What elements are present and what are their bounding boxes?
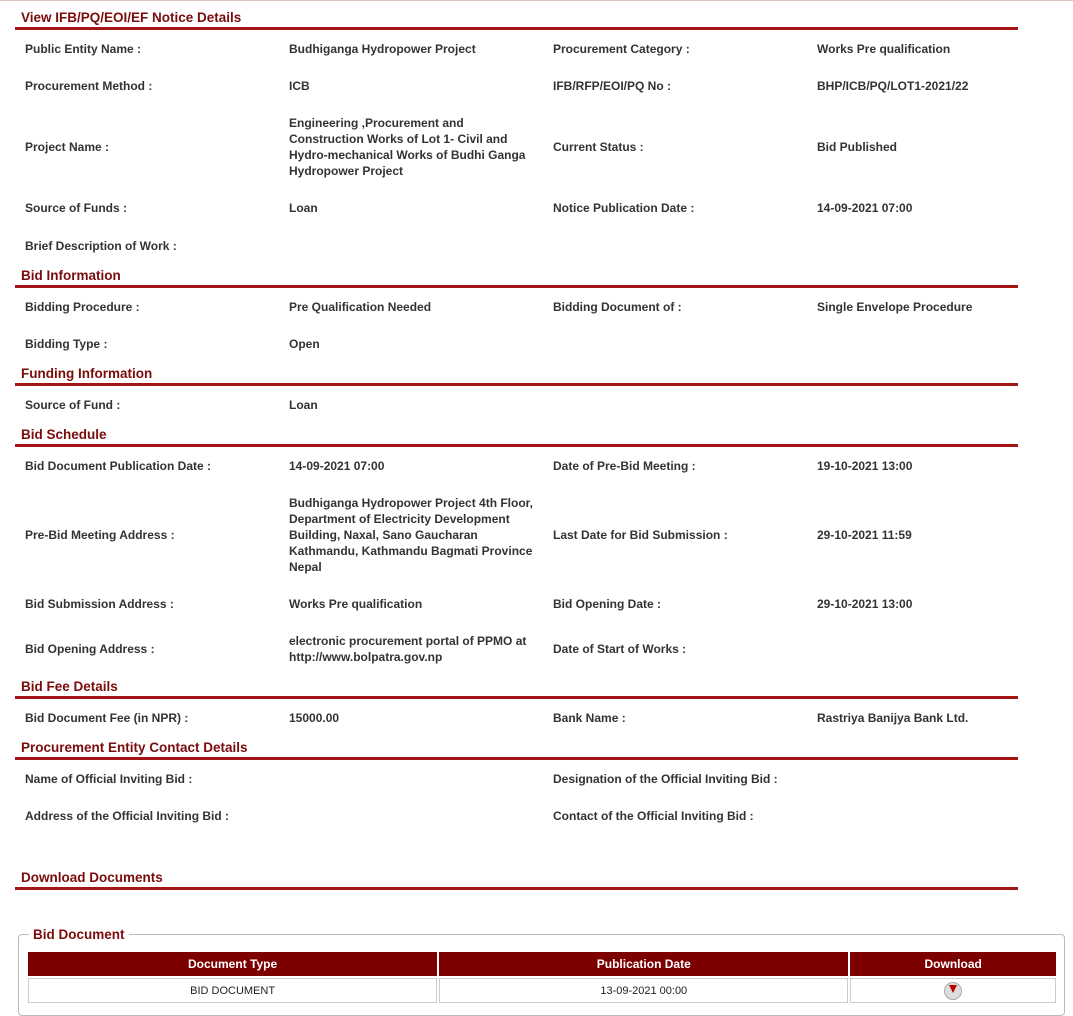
bid-document-fieldset (18, 927, 1065, 1016)
method-label: Procurement Method : (25, 79, 153, 93)
lastdate-value: 29-10-2021 11:59 (817, 528, 912, 542)
status-value: Bid Published (817, 140, 898, 154)
entity-label: Public Entity Name : (25, 42, 142, 56)
bid-document-legend: Bid Document (29, 927, 129, 942)
ifb-label: IFB/RFP/EOI/PQ No : (553, 79, 672, 93)
section-rule (15, 696, 1018, 699)
section-rule (15, 285, 1018, 288)
table-row (28, 978, 1056, 1003)
section-title-notice: View IFB/PQ/EOI/EF Notice Details (21, 10, 242, 25)
procedure-value: Pre Qualification Needed (289, 300, 432, 314)
project-value: Engineering ,Procurement and Construction Works of Lot 1- Civil and Hydro-mechanical Works of Budhi Ganga Hydropower Project (289, 116, 526, 178)
section-rule (15, 887, 1018, 890)
table-header-row (28, 952, 1056, 976)
opening-label: Bid Opening Date : (553, 597, 661, 611)
prebid-addr-value: Budhiganga Hydropower Project 4th Floor, Department of Electricity Development Building, Naxal, Sano Gaucharan Kathmandu, Kathmandu Bagmati Province Nepal (289, 496, 534, 574)
prebid-label: Date of Pre-Bid Meeting : (553, 459, 696, 473)
designation-label: Designation of the Official Inviting Bid : (553, 772, 778, 786)
method-value: ICB (289, 79, 310, 93)
pubdate-label: Notice Publication Date : (553, 201, 695, 215)
category-value: Works Pre qualification (817, 42, 951, 56)
fee-label: Bid Document Fee (in NPR) : (25, 711, 189, 725)
header-publication-date: Publication Date (439, 952, 848, 976)
download-icon[interactable] (944, 982, 962, 1000)
document-type-cell: BID DOCUMENT (28, 978, 437, 1003)
section-rule (15, 757, 1018, 760)
publication-date-cell: 13-09-2021 00:00 (439, 978, 848, 1003)
funds-label: Source of Funds : (25, 201, 127, 215)
section-title-schedule: Bid Schedule (21, 427, 107, 442)
fund-label: Source of Fund : (25, 398, 121, 412)
section-title-download: Download Documents (21, 870, 163, 885)
submit-addr-label: Bid Submission Address : (25, 597, 174, 611)
prebid-value: 19-10-2021 13:00 (817, 459, 913, 473)
docpub-value: 14-09-2021 07:00 (289, 459, 385, 473)
opening-addr-value: electronic procurement portal of PPMO at http://www.bolpatra.gov.np (289, 634, 527, 664)
bank-value: Rastriya Banijya Bank Ltd. (817, 711, 969, 725)
top-divider (0, 0, 1073, 1)
status-label: Current Status : (553, 140, 644, 154)
fund-value: Loan (289, 398, 318, 412)
opening-addr-label: Bid Opening Address : (25, 642, 155, 656)
funds-value: Loan (289, 201, 318, 215)
type-value: Open (289, 337, 320, 351)
opening-value: 29-10-2021 13:00 (817, 597, 913, 611)
docpub-label: Bid Document Publication Date : (25, 459, 212, 473)
procedure-label: Bidding Procedure : (25, 300, 140, 314)
official-name-label: Name of Official Inviting Bid : (25, 772, 193, 786)
pubdate-value: 14-09-2021 07:00 (817, 201, 913, 215)
doc-of-label: Bidding Document of : (553, 300, 682, 314)
brief-label: Brief Description of Work : (25, 239, 177, 253)
project-label: Project Name : (25, 140, 110, 154)
section-rule (15, 444, 1018, 447)
ifb-value: BHP/ICB/PQ/LOT1-2021/22 (817, 79, 969, 93)
start-label: Date of Start of Works : (553, 642, 687, 656)
prebid-addr-label: Pre-Bid Meeting Address : (25, 528, 175, 542)
section-title-fee: Bid Fee Details (21, 679, 118, 694)
download-cell (850, 978, 1056, 1003)
section-title-bid-info: Bid Information (21, 268, 121, 283)
lastdate-label: Last Date for Bid Submission : (553, 528, 728, 542)
section-title-contact: Procurement Entity Contact Details (21, 740, 248, 755)
section-title-funding: Funding Information (21, 366, 153, 381)
type-label: Bidding Type : (25, 337, 108, 351)
official-address-label: Address of the Official Inviting Bid : (25, 809, 230, 823)
section-rule (15, 383, 1018, 386)
section-rule (15, 27, 1018, 30)
doc-of-value: Single Envelope Procedure (817, 300, 973, 314)
header-document-type: Document Type (28, 952, 437, 976)
category-label: Procurement Category : (553, 42, 690, 56)
entity-value: Budhiganga Hydropower Project (289, 42, 476, 56)
fee-value: 15000.00 (289, 711, 340, 725)
official-contact-label: Contact of the Official Inviting Bid : (553, 809, 754, 823)
bank-label: Bank Name : (553, 711, 626, 725)
submit-addr-value: Works Pre qualification (289, 597, 423, 611)
header-download: Download (850, 952, 1056, 976)
